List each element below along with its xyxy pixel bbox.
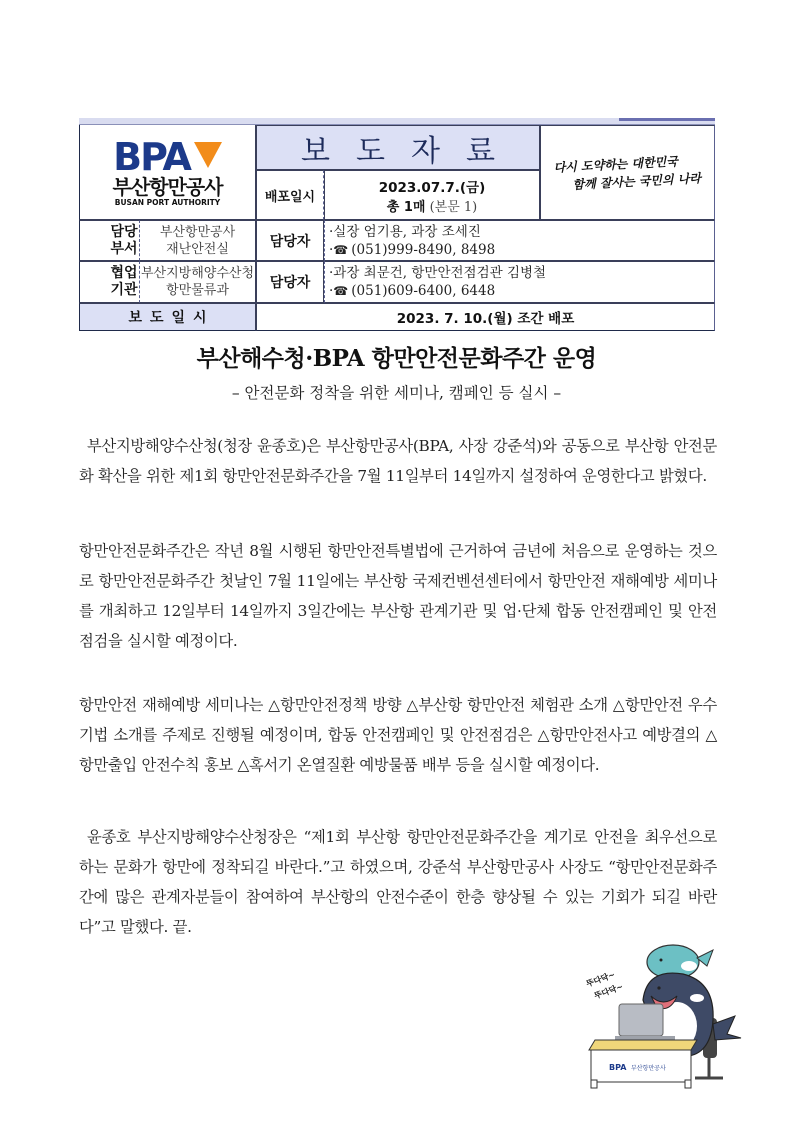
partner-contact-label-cell [256, 261, 324, 303]
article-paragraph-1: 부산지방해양수산청(청장 윤종호)은 부산항만공사(BPA, 사장 강준석)와 공동으로 부산항 안전문화 확산을 위한 제1회 항만안전문화주간을 7월 11일부터 14일까지 설정하여 운영한다고 밝혔다. [79, 437, 717, 485]
article-subheadline: – 안전문화 정착을 위한 세미나, 캠페인 등 실시 – [231, 384, 562, 402]
article-paragraph-2: 항만안전문화주간은 작년 8월 시행된 항만안전특별법에 근거하여 금년에 처음으로 운영하는 것으로 항만안전문화주간 첫날인 7월 11일에는 부산항 국제컨벤션센터에서 항만안전 재해예방 세미나를 개최하고 12일부터 14일까지 3일간에는 부산항 관계기관 및 업·단체 합동 안전캠페인 및 안전점검을 실시할 예정이다. [79, 542, 717, 650]
department-contact-names: ·실장 엄기용, 과장 조세진 [329, 224, 481, 240]
release-label-cell [79, 303, 256, 331]
department-label-line-2: 부서 [110, 240, 138, 257]
org-name-english: BUSAN PORT AUTHORITY [114, 198, 221, 207]
bpa-logo [113, 135, 222, 179]
slogan-line-2: 함께 잘사는 국민의 나라 [572, 170, 702, 192]
svg-text:뚜다닥~: 뚜다닥~ [593, 981, 625, 1001]
page-count [387, 196, 478, 215]
partner-name-cell [139, 261, 256, 303]
header-accent-bar [619, 118, 715, 121]
svg-text:부산항만공사: 부산항만공사 [631, 1065, 666, 1072]
release-label: 보도일시 [128, 310, 215, 326]
department-contact-cell [324, 220, 715, 261]
svg-text:뚜다닥~: 뚜다닥~ [585, 969, 617, 989]
phone-icon: ☎ [333, 243, 349, 257]
whale-mascot-illustration [585, 940, 745, 1090]
partner-name-line-1: 부산지방해양수산청 [140, 266, 255, 281]
bpa-triangle-icon [194, 142, 222, 168]
article-paragraph-3: 항만안전 재해예방 세미나는 △항만안전정책 방향 △부산항 항만안전 체험관 소개 △항만안전 우수기법 소개를 주제로 진행될 예정이며, 합동 안전캠페인 및 안전점검은 △항만안전사고 예방결의 △항만출입 안전수칙 홍보 △혹서기 온열질환 예방물품 배부 등을 실시할 예정이다. [79, 696, 717, 774]
department-name-cell [139, 220, 256, 261]
partner-contact-cell [324, 261, 715, 303]
department-contact-phone-line: ·☎ (051)999-8490, 8498 [329, 242, 496, 258]
press-release-title: 보도자료 [301, 133, 521, 169]
article-paragraph-4: 윤종호 부산지방해양수산청장은 “제1회 부산항 항만안전문화주간을 계기로 안전을 최우선으로 하는 문화가 항만에 정착되길 바란다.”고 하였으며, 강준석 부산항만공사 사장도 “항만안전문화주간에 많은 관계자분들이 참여하여 부산항의 안전수준이 한층 향상될 수 있는 기회가 되길 바란다”고 말했다. 끝. [79, 828, 717, 936]
phone-icon: ☎ [333, 284, 349, 298]
slogan-line-1: 다시 도약하는 대한민국 [553, 153, 679, 175]
slogan-cell [540, 125, 715, 220]
distribution-date: 2023.07.7.(금) [378, 179, 486, 196]
distribution-label: 배포일시 [264, 189, 316, 205]
department-label-line-1: 담당 [110, 223, 138, 240]
partner-name-line-2: 항만물류과 [166, 283, 229, 298]
partner-contact-phone-line: ·☎ (051)609-6400, 6448 [329, 283, 496, 299]
partner-contact-label: 담당자 [269, 275, 311, 291]
article-headline: 부산해수청·BPA 항만안전문화주간 운영 [196, 345, 597, 372]
distribution-label-cell [256, 170, 324, 220]
bpa-logo-text: BPA [113, 135, 190, 179]
release-value: 2023. 7. 10.(월) 조간 배포 [396, 311, 575, 327]
release-value-cell [256, 303, 715, 331]
government-slogan [553, 151, 701, 195]
page-count-detail: (본문 1) [429, 199, 478, 215]
partner-label-line-2: 기관 [110, 282, 138, 298]
page-count-total: 총 1매 [386, 199, 426, 215]
department-name-line-1: 부산항만공사 [159, 224, 236, 240]
department-contact-label: 담당자 [269, 233, 311, 250]
partner-label-line-1: 협업 [110, 265, 138, 281]
svg-text:BPA: BPA [609, 1063, 627, 1072]
header-top-strip [79, 118, 715, 125]
partner-contact-phone: (051)609-6400, 6448 [351, 283, 496, 299]
partner-contact-names: ·과장 최문건, 항만안전점검관 김병철 [329, 265, 547, 281]
distribution-value-cell [324, 170, 540, 220]
org-name-korean: 부산항만공사 [112, 175, 223, 199]
department-name-line-2: 재난안전실 [166, 241, 229, 257]
logo-cell [79, 125, 256, 220]
department-contact-label-cell [256, 220, 324, 261]
department-contact-phone: (051)999-8490, 8498 [351, 242, 496, 258]
press-release-title-cell [256, 125, 540, 170]
